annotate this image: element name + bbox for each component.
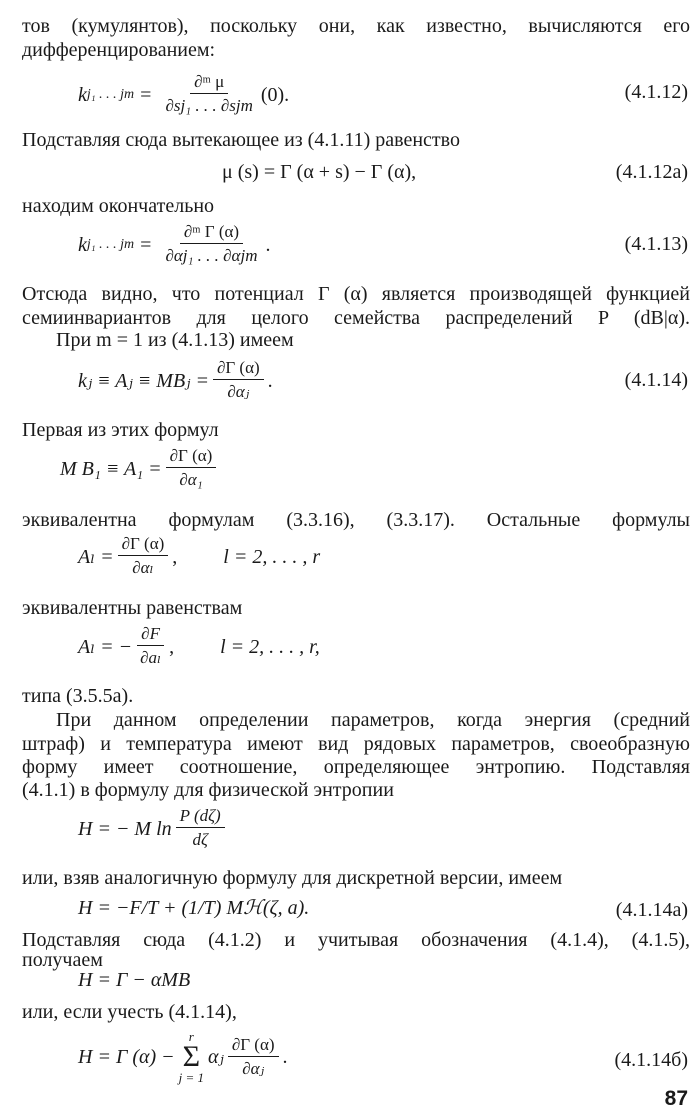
equation-al (78, 534, 320, 579)
text-line: получаем (22, 949, 103, 971)
text-line: или, если учесть (4.1.14), (22, 1001, 237, 1023)
eq-lhs: Aₗ = (78, 545, 114, 568)
eq-tail: . (282, 1046, 288, 1068)
sigma-symbol: Σ (182, 1040, 201, 1073)
fraction (161, 72, 256, 117)
eq-tail: , (169, 635, 175, 658)
denominator: ∂αⱼ (227, 382, 250, 401)
text-line: эквивалентны равенствам (22, 597, 243, 619)
summation (179, 1030, 204, 1084)
eq-lhs: k (78, 233, 87, 256)
numerator: ∂Γ (α) (166, 446, 217, 468)
eq-lhs: k (78, 83, 87, 106)
text-line: форму имеет соотношение, определяющее энтропию. Подставляя (22, 756, 690, 778)
text-line: находим окончательно (22, 195, 215, 217)
text-line: При m = 1 из (4.1.13) имеем (56, 329, 294, 351)
equation-4-1-14b (78, 1030, 288, 1084)
equation-number: (4.1.14б) (614, 1049, 688, 1071)
fraction (228, 1035, 279, 1080)
eq-lhs: H = Γ (α) − (78, 1046, 175, 1068)
numerator: P (dζ) (176, 806, 225, 828)
eq-tail: (0). (260, 83, 290, 106)
eq-lhs: H = − M ln (78, 817, 172, 840)
eq-lhs: Aₗ = − (78, 635, 133, 658)
text-line: или, взяв аналогичную формулу для дискретной версии, имеем (22, 867, 563, 889)
numerator: ∂Γ (α) (228, 1035, 279, 1057)
fraction (213, 358, 264, 403)
fraction (166, 446, 217, 491)
text-line: типа (3.5.5а). (22, 685, 134, 707)
eq-condition: l = 2, . . . , r, (220, 635, 320, 658)
eq-tail: . (267, 369, 273, 392)
equation-number: (4.1.12а) (615, 161, 688, 183)
text-line: эквивалентна формулам (3.3.16), (3.3.17). Остальные формулы (22, 509, 690, 531)
eq-lhs: M B₁ ≡ A₁ = (60, 457, 162, 480)
text-line: штраф) и температура имеют вид рядовых параметров, своеобразную (22, 733, 690, 755)
equation-4-1-12a (222, 160, 416, 184)
eq-expr: H = Γ − αMB (78, 969, 191, 991)
numerator: ∂ᵐ Γ (α) (180, 222, 243, 244)
equation-number: (4.1.12) (624, 81, 688, 103)
eq-tail: , (172, 545, 178, 568)
equation-al-f (78, 624, 320, 669)
page-number: 87 (664, 1087, 688, 1110)
text-line: Первая из этих формул (22, 419, 219, 441)
equation-4-1-14a (78, 896, 309, 920)
eq-tail: . (265, 233, 271, 256)
numerator: ∂ᵐ μ (190, 72, 228, 94)
text-line: Подставляя сюда вытекающее из (4.1.11) равенство (22, 129, 460, 151)
equation-number: (4.1.13) (624, 233, 688, 255)
denominator: ∂α₁ (179, 470, 203, 489)
numerator: ∂F (137, 624, 164, 646)
denominator: ∂αₗ (132, 558, 154, 577)
equation-entropy (78, 806, 229, 851)
eq-lhs-sub: j₁ . . . jm (86, 86, 135, 102)
eq-sign: = (140, 83, 152, 106)
eq-sign: = (140, 233, 152, 256)
fraction (161, 222, 261, 267)
text-line: При данном определении параметров, когда энергия (средний (56, 709, 690, 731)
fraction (118, 534, 169, 579)
equation-h-gamma (78, 968, 190, 992)
fraction (136, 624, 165, 669)
denominator: ∂αⱼ (242, 1058, 265, 1078)
text-line: дифференцированием: (22, 39, 216, 61)
eq-mid: αⱼ (208, 1046, 224, 1068)
equation-4-1-13 (78, 222, 270, 267)
text-line: Подставляя сюда (4.1.2) и учитывая обозначения (4.1.4), (4.1.5), (22, 929, 690, 951)
text-line: Отсюда видно, что потенциал Γ (α) является производящей функцией (22, 283, 690, 305)
numerator: ∂Γ (α) (213, 358, 264, 380)
equation-4-1-14 (78, 358, 273, 403)
sum-lower-limit: j = 1 (178, 1070, 205, 1085)
eq-lhs-sub: j₁ . . . jm (86, 236, 135, 252)
denominator: ∂aₗ (140, 648, 162, 667)
equation-mb1 (60, 446, 220, 491)
denominator: ∂αj₁ . . . ∂αjm (165, 246, 258, 265)
fraction (176, 806, 225, 851)
text-line: (4.1.1) в формулу для физической энтропии (22, 779, 394, 801)
denominator: dζ (192, 830, 208, 849)
equation-4-1-12 (78, 72, 289, 117)
numerator: ∂Γ (α) (118, 534, 169, 556)
text-line: семиинвариантов для целого семейства распределений P (dB|α). (22, 307, 690, 329)
eq-expr: μ (s) = Γ (α + s) − Γ (α), (222, 161, 417, 183)
sum-upper-limit: r (188, 1029, 194, 1044)
equation-number: (4.1.14) (624, 369, 688, 391)
equation-number: (4.1.14а) (615, 899, 688, 921)
eq-lhs: kⱼ ≡ Aⱼ ≡ MBⱼ = (78, 369, 209, 392)
text-line: тов (кумулянтов), поскольку они, как известно, вычисляются его (22, 15, 690, 37)
eq-expr: H = −F/T + (1/T) Mℋ(ζ, a). (78, 897, 310, 919)
eq-condition: l = 2, . . . , r (223, 545, 321, 568)
denominator: ∂sj₁ . . . ∂sjm (165, 96, 253, 115)
